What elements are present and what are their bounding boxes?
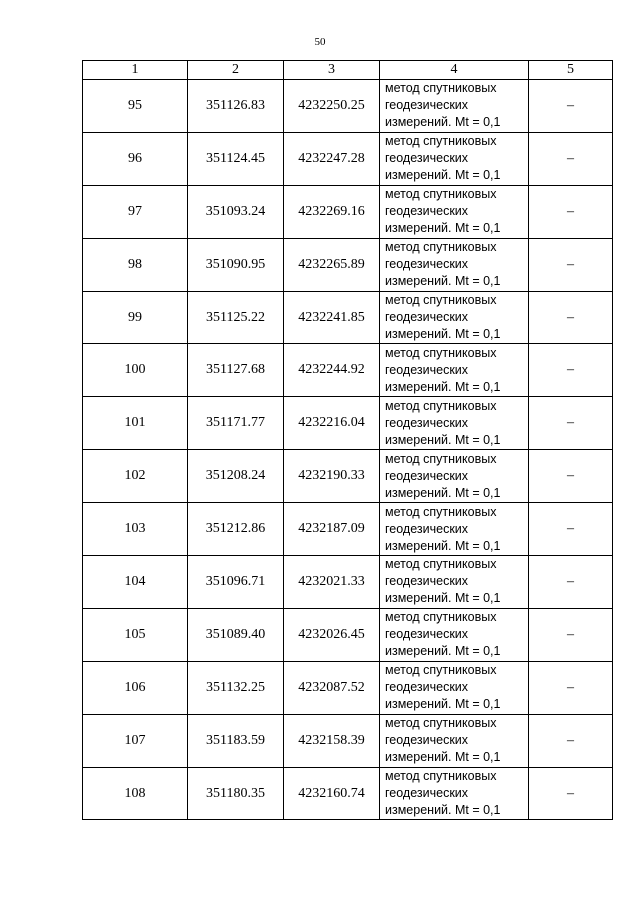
header-row [83,61,613,80]
x-coordinate-cell: 351093.24 [188,185,284,238]
method-line: метод спутниковых [385,81,497,96]
header-cell-4: 4 [380,61,529,80]
header-cell-3: 3 [284,61,380,80]
x-coordinate-cell: 351183.59 [188,714,284,767]
point-number-cell: 96 [83,132,188,185]
method-line: измерений. Mt = 0,1 [385,379,501,394]
method-cell [380,132,529,185]
method-line: метод спутниковых [385,663,497,678]
table-row [83,80,613,133]
method-line: измерений. Mt = 0,1 [385,432,501,447]
note-cell: – [529,80,613,133]
method-cell [380,556,529,609]
table-row [83,503,613,556]
note-cell: – [529,185,613,238]
method-cell [380,503,529,556]
x-coordinate-cell: 351126.83 [188,80,284,133]
y-coordinate-cell: 4232021.33 [284,556,380,609]
method-line: измерений. Mt = 0,1 [385,538,501,553]
table-row [83,344,613,397]
x-coordinate-cell: 351180.35 [188,767,284,820]
table-row [83,608,613,661]
x-coordinate-cell: 351208.24 [188,450,284,503]
point-number-cell: 97 [83,185,188,238]
note-cell: – [529,238,613,291]
y-coordinate-cell: 4232026.45 [284,608,380,661]
note-cell: – [529,767,613,820]
method-line: измерений. Mt = 0,1 [385,168,501,183]
method-line: геодезических [385,362,469,377]
y-coordinate-cell: 4232190.33 [284,450,380,503]
point-number-cell: 108 [83,767,188,820]
method-line: метод спутниковых [385,187,497,202]
method-line: геодезических [385,415,469,430]
point-number-cell: 102 [83,450,188,503]
method-line: геодезических [385,786,469,801]
point-number-cell: 103 [83,503,188,556]
note-cell: – [529,291,613,344]
method-line: геодезических [385,468,469,483]
note-cell: – [529,397,613,450]
y-coordinate-cell: 4232216.04 [284,397,380,450]
header-cell-5: 5 [529,61,613,80]
y-coordinate-cell: 4232269.16 [284,185,380,238]
method-cell [380,238,529,291]
method-line: измерений. Mt = 0,1 [385,274,501,289]
method-line: геодезических [385,257,469,272]
point-number-cell: 100 [83,344,188,397]
y-coordinate-cell: 4232250.25 [284,80,380,133]
y-coordinate-cell: 4232241.85 [284,291,380,344]
note-cell: – [529,661,613,714]
method-cell [380,767,529,820]
method-cell [380,291,529,344]
note-cell: – [529,503,613,556]
y-coordinate-cell: 4232187.09 [284,503,380,556]
note-cell: – [529,608,613,661]
method-line: геодезических [385,151,469,166]
method-line: измерений. Mt = 0,1 [385,485,501,500]
x-coordinate-cell: 351171.77 [188,397,284,450]
table-row [83,450,613,503]
table-row [83,397,613,450]
method-line: метод спутниковых [385,716,497,731]
table-row [83,291,613,344]
method-line: геодезических [385,98,469,113]
point-number-cell: 99 [83,291,188,344]
method-line: метод спутниковых [385,293,497,307]
x-coordinate-cell: 351090.95 [188,238,284,291]
table-row [83,556,613,609]
method-line: геодезических [385,627,469,642]
point-number-cell: 98 [83,238,188,291]
y-coordinate-cell: 4232244.92 [284,344,380,397]
x-coordinate-cell: 351124.45 [188,132,284,185]
method-line: метод спутниковых [385,504,497,519]
method-line: метод спутниковых [385,451,497,466]
y-coordinate-cell: 4232247.28 [284,132,380,185]
method-cell [380,450,529,503]
method-line: метод спутниковых [385,345,497,360]
x-coordinate-cell: 351125.22 [188,291,284,344]
note-cell: – [529,132,613,185]
point-number-cell: 101 [83,397,188,450]
note-cell: – [529,344,613,397]
method-cell [380,185,529,238]
point-number-cell: 105 [83,608,188,661]
table-row [83,767,613,820]
method-line: геодезических [385,204,469,219]
method-line: измерений. Mt = 0,1 [385,803,501,818]
table-row [83,661,613,714]
point-number-cell: 95 [83,80,188,133]
y-coordinate-cell: 4232265.89 [284,238,380,291]
method-cell [380,344,529,397]
x-coordinate-cell: 351089.40 [188,608,284,661]
table-row [83,714,613,767]
table-row [83,238,613,291]
method-line: измерений. Mt = 0,1 [385,750,501,765]
page-number: 50 [314,36,326,48]
header-cell-1: 1 [83,61,188,80]
method-line: измерений. Mt = 0,1 [385,697,501,712]
method-cell [380,80,529,133]
table-row [83,185,613,238]
y-coordinate-cell: 4232160.74 [284,767,380,820]
note-cell: – [529,714,613,767]
method-line: метод спутниковых [385,398,497,413]
note-cell: – [529,556,613,609]
x-coordinate-cell: 351212.86 [188,503,284,556]
point-number-cell: 107 [83,714,188,767]
method-line: измерений. Mt = 0,1 [385,115,501,130]
coordinates-table [82,60,613,820]
method-line: метод спутниковых [385,557,497,572]
table-row [83,132,613,185]
x-coordinate-cell: 351096.71 [188,556,284,609]
method-line: измерений. Mt = 0,1 [385,327,501,341]
y-coordinate-cell: 4232087.52 [284,661,380,714]
method-line: метод спутниковых [385,134,497,149]
method-cell [380,661,529,714]
method-cell [380,397,529,450]
point-number-cell: 104 [83,556,188,609]
method-line: геодезических [385,574,469,589]
x-coordinate-cell: 351132.25 [188,661,284,714]
method-line: измерений. Mt = 0,1 [385,221,501,236]
header-cell-2: 2 [188,61,284,80]
method-line: измерений. Mt = 0,1 [385,644,501,659]
note-cell: – [529,450,613,503]
method-cell [380,608,529,661]
point-number-cell: 106 [83,661,188,714]
method-line: геодезических [385,680,469,695]
method-line: метод спутниковых [385,769,497,784]
method-line: геодезических [385,310,469,324]
x-coordinate-cell: 351127.68 [188,344,284,397]
y-coordinate-cell: 4232158.39 [284,714,380,767]
method-line: измерений. Mt = 0,1 [385,591,501,606]
method-line: геодезических [385,521,469,536]
method-cell [380,714,529,767]
method-line: геодезических [385,733,469,748]
method-line: метод спутниковых [385,240,497,255]
method-line: метод спутниковых [385,610,497,625]
